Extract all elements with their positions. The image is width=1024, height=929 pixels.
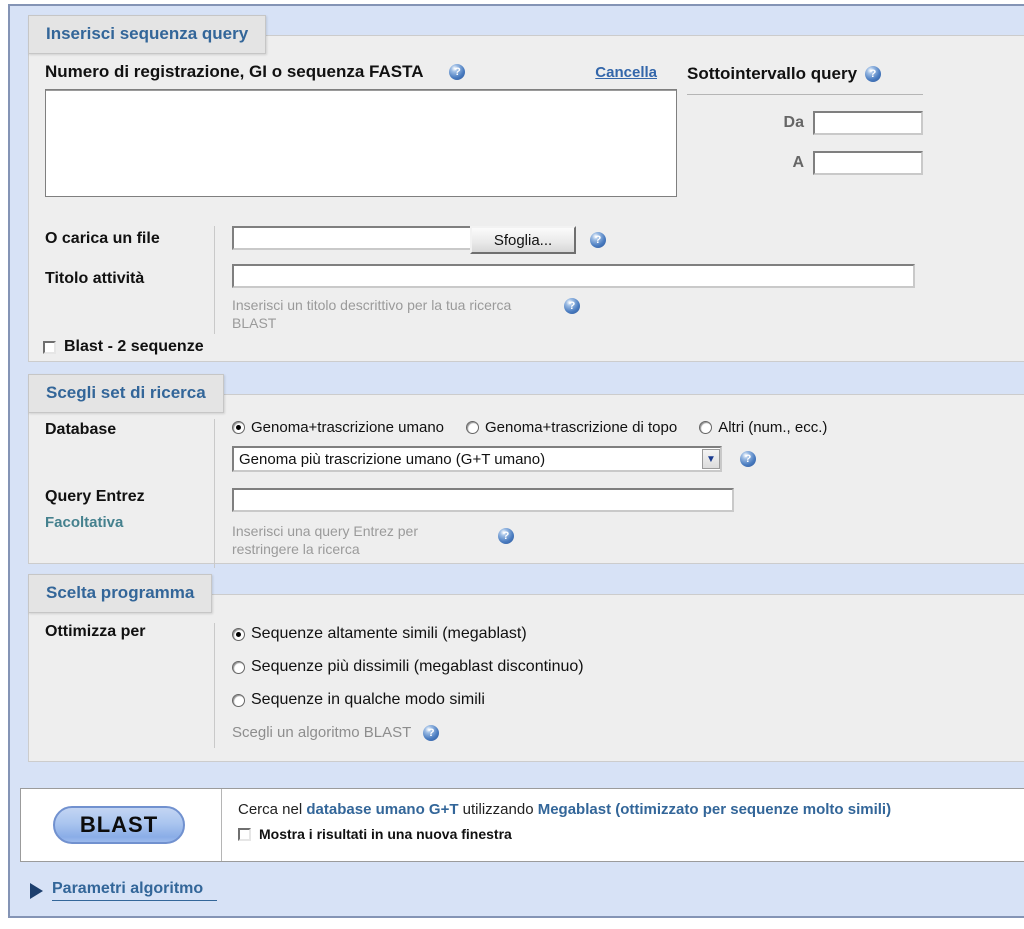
entrez-query-hint: Inserisci una query Entrez per restringere la ricerca <box>232 523 418 557</box>
dc-megablast-radio[interactable] <box>232 661 245 674</box>
choose-algorithm-text: Scegli un algoritmo BLAST <box>232 724 412 741</box>
section-enter-query <box>10 6 1024 362</box>
new-window-checkbox[interactable] <box>238 828 251 841</box>
subrange-to-label: A <box>792 154 804 171</box>
search-summary <box>238 801 891 818</box>
help-icon[interactable]: ? <box>740 451 756 467</box>
summary-middle: utilizzando <box>458 801 538 818</box>
section-program-selection <box>10 564 1024 762</box>
database-mouse-radio[interactable] <box>466 421 479 434</box>
new-window-label[interactable]: Mostra i risultati in una nuova finestra <box>259 826 512 842</box>
algorithm-parameters-link[interactable]: Parametri algoritmo <box>52 880 217 901</box>
subrange-from-label: Da <box>783 114 804 131</box>
section-box-program <box>28 594 1024 762</box>
section-search-set <box>10 362 1024 564</box>
job-title-input[interactable] <box>232 264 915 288</box>
section-box-search-set <box>28 394 1024 564</box>
entrez-query-input[interactable] <box>232 488 734 512</box>
help-icon[interactable]: ? <box>865 66 881 82</box>
browse-button[interactable]: Sfoglia... <box>470 226 576 254</box>
section-tab-enter-query: Inserisci sequenza query <box>28 15 266 54</box>
database-other-radio[interactable] <box>699 421 712 434</box>
subrange-title: Sottointervallo query <box>687 64 858 83</box>
megablast-label[interactable]: Sequenze altamente simili (megablast) <box>251 625 527 642</box>
upload-file-label: O carica un file <box>45 230 160 247</box>
blast-submit-button[interactable]: BLAST <box>53 806 185 844</box>
summary-prefix: Cerca nel <box>238 801 307 818</box>
expand-triangle-icon[interactable] <box>30 883 43 899</box>
query-subrange-panel <box>687 64 923 175</box>
select-arrow-icon[interactable]: ▼ <box>702 449 720 469</box>
sequence-label: Numero di registrazione, GI o sequenza FASTA <box>45 62 424 81</box>
query-sequence-textarea[interactable] <box>45 89 677 197</box>
help-icon[interactable]: ? <box>498 528 514 544</box>
section-tab-search-set: Scegli set di ricerca <box>28 374 224 413</box>
clear-query-link[interactable]: Cancella <box>595 63 657 81</box>
blastn-label[interactable]: Sequenze in qualche modo simili <box>251 691 485 708</box>
blastn-radio[interactable] <box>232 694 245 707</box>
submit-bar <box>20 788 1024 862</box>
optimize-for-label: Ottimizza per <box>45 623 146 640</box>
help-icon[interactable]: ? <box>449 64 465 80</box>
subrange-to-input[interactable] <box>813 151 923 175</box>
blast-two-sequences-label[interactable]: Blast - 2 sequenze <box>64 338 204 355</box>
algorithm-parameters-row <box>30 880 1024 901</box>
database-mouse-label[interactable]: Genoma+trascrizione di topo <box>485 419 678 436</box>
database-other-label[interactable]: Altri (num., ecc.) <box>718 419 828 436</box>
job-title-label: Titolo attività <box>45 270 145 287</box>
database-human-radio[interactable] <box>232 421 245 434</box>
dc-megablast-label[interactable]: Sequenze più dissimili (megablast discontinuo) <box>251 658 584 675</box>
help-icon[interactable]: ? <box>590 232 606 248</box>
subrange-from-input[interactable] <box>813 111 923 135</box>
database-select[interactable] <box>232 446 722 472</box>
summary-algorithm-link[interactable]: Megablast (ottimizzato per sequenze molto simili) <box>537 801 892 818</box>
blast-two-sequences-checkbox[interactable] <box>43 341 56 354</box>
entrez-query-label: Query Entrez <box>45 488 145 505</box>
summary-database-link[interactable]: database umano G+T <box>306 801 459 818</box>
database-human-label[interactable]: Genoma+trascrizione umano <box>251 419 445 436</box>
upload-file-input[interactable] <box>232 226 472 250</box>
entrez-optional-label: Facoltativa <box>45 514 124 531</box>
database-label: Database <box>45 421 117 438</box>
help-icon[interactable]: ? <box>423 725 439 741</box>
blast-form-frame <box>8 4 1024 918</box>
section-box-enter-query <box>28 35 1024 362</box>
help-icon[interactable]: ? <box>564 298 580 314</box>
section-tab-program: Scelta programma <box>28 574 212 613</box>
database-select-value: Genoma più trascrizione umano (G+T umano) <box>239 450 546 468</box>
megablast-radio[interactable] <box>232 628 245 641</box>
job-title-hint: Inserisci un titolo descrittivo per la tua ricerca BLAST <box>232 297 512 331</box>
